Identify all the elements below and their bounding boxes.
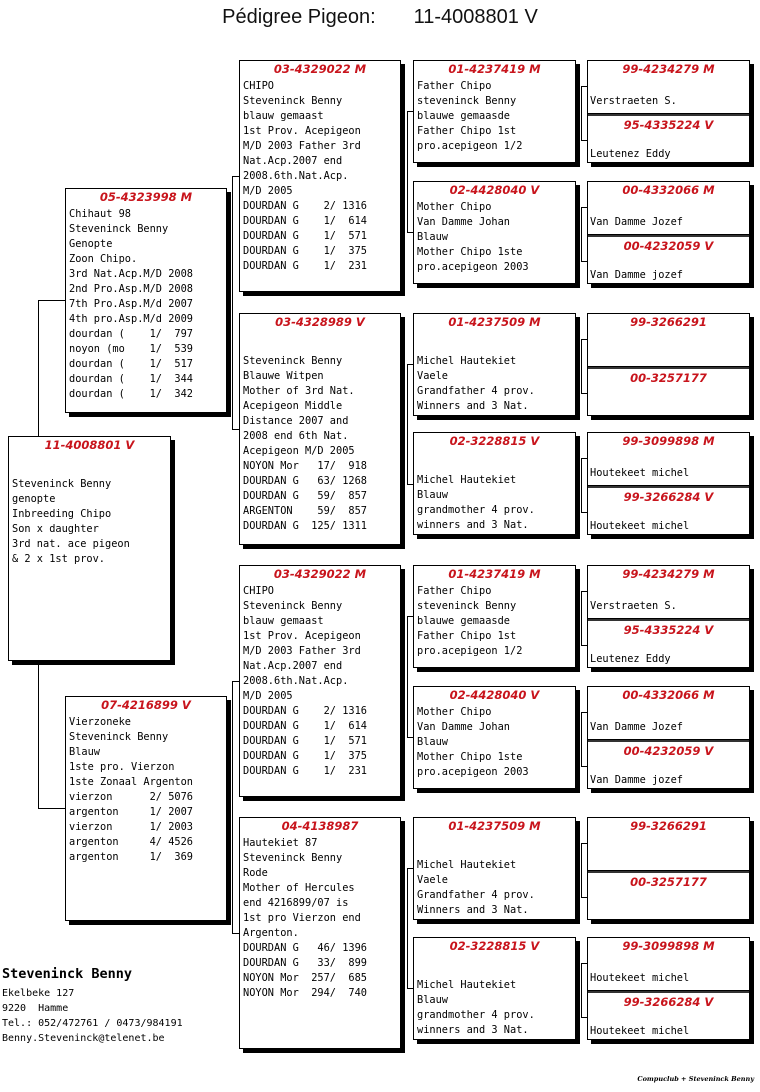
card-line: Vierzoneke [69,716,131,728]
card-line: DOURDAN G 2/ 1316 [243,200,367,212]
dam-ring-number: 00-4232059 V [623,744,714,758]
ring-number: 03-4329022 M [273,62,367,76]
connector-line [232,681,239,682]
card-body [243,584,398,779]
card-line: DOURDAN G 125/ 1311 [243,520,367,532]
connector-line [407,364,413,365]
card-line: Blauw [69,746,100,758]
card-line: Michel Hautekiet [417,859,517,871]
card-line: Argenton. [243,927,299,939]
connector-line [38,300,65,301]
card-body [417,584,573,659]
card-line: argenton 4/ 4526 [69,836,193,848]
connector-line [581,591,582,645]
connector-line [581,645,587,646]
pigeon-card-ffm [413,181,576,284]
ancestor-pair-card [587,181,750,284]
pair-divider-shadow [588,871,749,873]
connector-line [407,364,408,484]
card-line: Grandfather 4 prov. [417,889,535,901]
ancestor-pair-card [587,817,750,920]
connector-line [407,616,408,737]
dam-owner: Van Damme jozef [590,774,683,786]
connector-line [581,261,587,262]
card-line: 1st Prov. Acepigeon [243,125,361,137]
card-line: blauw gemaast [243,615,324,627]
pair-divider-shadow [588,991,749,993]
card-body [243,354,398,534]
card-line: Steveninck Benny [243,355,343,367]
owner-name: Steveninck Benny [2,966,133,982]
sire-ring-number: 99-3099898 M [622,434,715,448]
connector-line [232,681,233,934]
connector-line [581,1017,587,1018]
pigeon-card-mm [239,817,401,1049]
pair-divider-shadow [588,235,749,237]
pigeon-card-mother [65,696,227,921]
dam-owner: Leutenez Eddy [590,653,671,665]
card-line: genopte [12,493,56,505]
card-line: Grandfather 4 prov. [417,385,535,397]
card-line: Steveninck Benny [243,95,343,107]
card-line: Mother of 3rd Nat. [243,385,355,397]
connector-line [581,591,587,592]
ancestor-pair-card [587,432,750,535]
ancestor-pair-card [587,60,750,163]
ring-number: 01-4237419 M [448,62,541,76]
ring-number: 02-3228815 V [449,939,540,953]
card-line: blauw gemaast [243,110,324,122]
dam-ring-number: 99-3266284 V [623,995,714,1009]
connector-line [581,512,587,513]
dam-owner: Houtekeet michel [590,520,690,532]
card-line: 2008 end 6th Nat. [243,430,349,442]
dam-owner: Leutenez Eddy [590,148,671,160]
card-line: Acepigeon M/D 2005 [243,445,355,457]
ring-number: 01-4237509 M [448,315,541,329]
connector-line [407,111,413,112]
connector-line [38,300,39,436]
pigeon-card-mfm [413,686,576,789]
pigeon-card-fff [413,60,576,163]
card-line: Michel Hautekiet [417,979,517,991]
ancestor-pair-card [587,686,750,789]
card-line: DOURDAN G 1/ 571 [243,230,367,242]
card-line: pro.acepigeon 1/2 [417,645,523,657]
connector-line [581,140,587,141]
card-body [417,473,573,533]
card-line: Genopte [69,238,113,250]
card-line: argenton 1/ 369 [69,851,193,863]
owner-phone: Tel.: 052/472761 / 0473/984191 [2,1018,183,1029]
connector-line [407,232,413,233]
ring-number: 02-4428040 V [449,183,540,197]
pigeon-card-mff [413,565,576,668]
pigeon-card-mmf [413,817,576,920]
sire-ring-number: 99-3266291 [630,819,707,833]
connector-line [407,737,413,738]
connector-line [232,933,239,934]
ring-number: 01-4237419 M [448,567,541,581]
card-body [69,207,224,402]
dam-owner: Van Damme jozef [590,269,683,281]
card-body [417,705,573,780]
card-line: ARGENTON 59/ 857 [243,505,367,517]
card-line: Steveninck Benny [12,478,112,490]
dam-ring-number: 95-4335224 V [623,623,714,637]
ring-number: 07-4216899 V [101,698,191,712]
card-line: DOURDAN G 1/ 614 [243,720,367,732]
card-line: Hautekiet 87 [243,837,318,849]
card-line: Van Damme Johan [417,216,510,228]
card-line: Blauwe Witpen [243,370,324,382]
dam-ring-number: 00-3257177 [630,875,707,889]
card-line: Mother Chipo [417,706,492,718]
sire-ring-number: 00-4332066 M [622,688,715,702]
card-line: Vaele [417,370,448,382]
ring-number: 01-4237509 M [448,819,541,833]
card-line: argenton 1/ 2007 [69,806,193,818]
card-line: dourdan ( 1/ 517 [69,358,193,370]
card-line: DOURDAN G 2/ 1316 [243,705,367,717]
dam-ring-number: 00-3257177 [630,371,707,385]
ring-number: 04-4138987 [281,819,359,833]
connector-line [407,868,408,988]
card-line: Zoon Chipo. [69,253,138,265]
connector-line [581,963,587,964]
card-body [69,715,224,865]
card-line: Blauw [417,231,448,243]
card-line: Blauw [417,489,448,501]
connector-line [581,897,587,898]
card-line: DOURDAN G 1/ 375 [243,750,367,762]
ring-number: 11-4008801 V [44,438,135,452]
owner-city: 9220 Hamme [2,1003,69,1014]
connector-line [232,176,233,429]
connector-line [407,484,413,485]
pigeon-card-mf [239,565,401,797]
card-line: 3rd nat. ace pigeon [12,538,130,550]
card-line: Rode [243,867,268,879]
connector-line [581,712,582,766]
pigeon-card-mmm [413,937,576,1040]
connector-line [407,868,413,869]
connector-line [581,458,587,459]
sire-owner: Van Damme Jozef [590,216,683,228]
connector-line [232,176,239,177]
card-line: Mother Chipo 1ste [417,246,523,258]
card-line: pro.acepigeon 2003 [417,766,529,778]
connector-line [581,843,587,844]
card-line: Nat.Acp.2007 end [243,155,343,167]
card-line: & 2 x 1st prov. [12,553,105,565]
card-line: Steveninck Benny [243,600,343,612]
card-line: M/D 2005 [243,690,293,702]
card-line: DOURDAN G 1/ 231 [243,260,367,272]
card-line: end 4216899/07 is [243,897,349,909]
card-line: 1ste pro. Vierzon [69,761,175,773]
card-line: pro.acepigeon 2003 [417,261,529,273]
card-line: 7th Pro.Asp.M/d 2007 [69,298,193,310]
card-line: winners and 3 Nat. [417,519,529,531]
card-line: DOURDAN G 33/ 899 [243,957,367,969]
card-line: blauwe gemaasde [417,110,510,122]
card-line: 1st Prov. Acepigeon [243,630,361,642]
card-line: Mother Chipo 1ste [417,751,523,763]
card-line: Acepigeon Middle [243,400,343,412]
card-line: M/D 2003 Father 3rd [243,645,361,657]
card-line: Nat.Acp.2007 end [243,660,343,672]
card-body [417,858,573,918]
card-line: grandmother 4 prov. [417,504,535,516]
card-line: 1st pro Vierzon end [243,912,361,924]
ancestor-pair-card [587,565,750,668]
card-body [243,836,398,1001]
card-body [417,354,573,414]
connector-line [581,207,582,261]
card-line: Vaele [417,874,448,886]
card-line: Michel Hautekiet [417,474,517,486]
ring-number: 02-3228815 V [449,434,540,448]
connector-line [581,339,582,393]
ancestor-pair-card [587,313,750,416]
card-line: M/D 2003 Father 3rd [243,140,361,152]
card-body [12,477,168,567]
card-body [417,79,573,154]
card-line: DOURDAN G 63/ 1268 [243,475,367,487]
connector-line [232,429,239,430]
card-line: steveninck Benny [417,95,517,107]
card-line: CHIPO [243,585,274,597]
card-line: Father Chipo 1st [417,125,517,137]
pigeon-card-fmf [413,313,576,416]
page-title [0,6,760,29]
card-line: grandmother 4 prov. [417,1009,535,1021]
sire-ring-number: 99-3099898 M [622,939,715,953]
connector-line [407,988,413,989]
card-line: M/D 2005 [243,185,293,197]
ring-number: 03-4329022 M [273,567,367,581]
card-line: Winners and 3 Nat. [417,904,529,916]
card-line: Blauw [417,994,448,1006]
pigeon-card-fm [239,313,401,545]
pigeon-card-subject [8,436,171,661]
card-line: Mother Chipo [417,201,492,213]
card-line: vierzon 2/ 5076 [69,791,193,803]
pigeon-card-ff [239,60,401,292]
card-line: Van Damme Johan [417,721,510,733]
card-line: Steveninck Benny [69,731,169,743]
connector-line [581,207,587,208]
dam-owner: Houtekeet michel [590,1025,690,1037]
card-line: 2nd Pro.Asp.M/D 2008 [69,283,193,295]
connector-line [581,843,582,897]
ancestor-pair-card [587,937,750,1040]
sire-ring-number: 99-4234279 M [622,62,715,76]
title-label: Pédigree Pigeon: [222,6,376,28]
pigeon-card-fmm [413,432,576,535]
card-body [417,200,573,275]
card-line: NOYON Mor 17/ 918 [243,460,367,472]
sire-owner: Houtekeet michel [590,972,690,984]
card-line: Father Chipo [417,80,492,92]
card-line: NOYON Mor 257/ 685 [243,972,367,984]
card-line: 2008.6th.Nat.Acp. [243,170,349,182]
card-line: blauwe gemaasde [417,615,510,627]
connector-line [581,86,582,140]
card-line: Inbreeding Chipo [12,508,112,520]
ring-number: 03-4328989 V [275,315,365,329]
card-line: pro.acepigeon 1/2 [417,140,523,152]
card-line: steveninck Benny [417,600,517,612]
card-line: Blauw [417,736,448,748]
connector-line [581,963,582,1017]
dam-ring-number: 00-4232059 V [623,239,714,253]
card-line: winners and 3 Nat. [417,1024,529,1036]
pair-divider-shadow [588,367,749,369]
card-line: Son x daughter [12,523,99,535]
card-body [243,79,398,274]
card-line: Winners and 3 Nat. [417,400,529,412]
dam-ring-number: 99-3266284 V [623,490,714,504]
card-line: DOURDAN G 1/ 231 [243,765,367,777]
sire-owner: Van Damme Jozef [590,721,683,733]
card-line: 1ste Zonaal Argenton [69,776,193,788]
sire-owner: Houtekeet michel [590,467,690,479]
card-line: noyon (mo 1/ 539 [69,343,193,355]
pair-divider-shadow [588,740,749,742]
sire-owner: Verstraeten S. [590,95,677,107]
pair-divider-shadow [588,114,749,116]
card-line: Steveninck Benny [69,223,169,235]
pair-divider-shadow [588,486,749,488]
card-line: 2008.6th.Nat.Acp. [243,675,349,687]
pigeon-card-father [65,188,227,413]
sire-ring-number: 00-4332066 M [622,183,715,197]
card-line: CHIPO [243,80,274,92]
card-line: Mother of Hercules [243,882,355,894]
sire-owner: Verstraeten S. [590,600,677,612]
card-line: Father Chipo [417,585,492,597]
ring-number: 05-4323998 M [99,190,193,204]
footer-credit: Compuclub + Steveninck Benny [637,1075,754,1083]
connector-line [581,339,587,340]
card-line: 4th pro.Asp.M/d 2009 [69,313,193,325]
card-line: Steveninck Benny [243,852,343,864]
owner-email: Benny.Steveninck@telenet.be [2,1033,165,1044]
connector-line [581,393,587,394]
connector-line [581,458,582,512]
card-line: DOURDAN G 1/ 614 [243,215,367,227]
card-line: NOYON Mor 294/ 740 [243,987,367,999]
pair-divider-shadow [588,619,749,621]
connector-line [38,808,65,809]
dam-ring-number: 95-4335224 V [623,118,714,132]
card-line: dourdan ( 1/ 342 [69,388,193,400]
card-line: DOURDAN G 59/ 857 [243,490,367,502]
card-line: DOURDAN G 1/ 375 [243,245,367,257]
card-line: Michel Hautekiet [417,355,517,367]
card-line: Chihaut 98 [69,208,131,220]
card-line: dourdan ( 1/ 797 [69,328,193,340]
connector-line [407,111,408,232]
sire-ring-number: 99-3266291 [630,315,707,329]
connector-line [407,616,413,617]
card-line: DOURDAN G 1/ 571 [243,735,367,747]
card-line: vierzon 1/ 2003 [69,821,193,833]
sire-ring-number: 99-4234279 M [622,567,715,581]
ring-number: 02-4428040 V [449,688,540,702]
card-body [417,978,573,1038]
connector-line [581,86,587,87]
owner-street: Ekelbeke 127 [2,988,75,999]
card-line: DOURDAN G 46/ 1396 [243,942,367,954]
connector-line [581,766,587,767]
card-line: dourdan ( 1/ 344 [69,373,193,385]
title-ring: 11-4008801 V [413,6,538,28]
connector-line [581,712,587,713]
card-line: Father Chipo 1st [417,630,517,642]
connector-line [38,661,39,809]
card-line: Distance 2007 and [243,415,349,427]
card-line: 3rd Nat.Acp.M/D 2008 [69,268,193,280]
